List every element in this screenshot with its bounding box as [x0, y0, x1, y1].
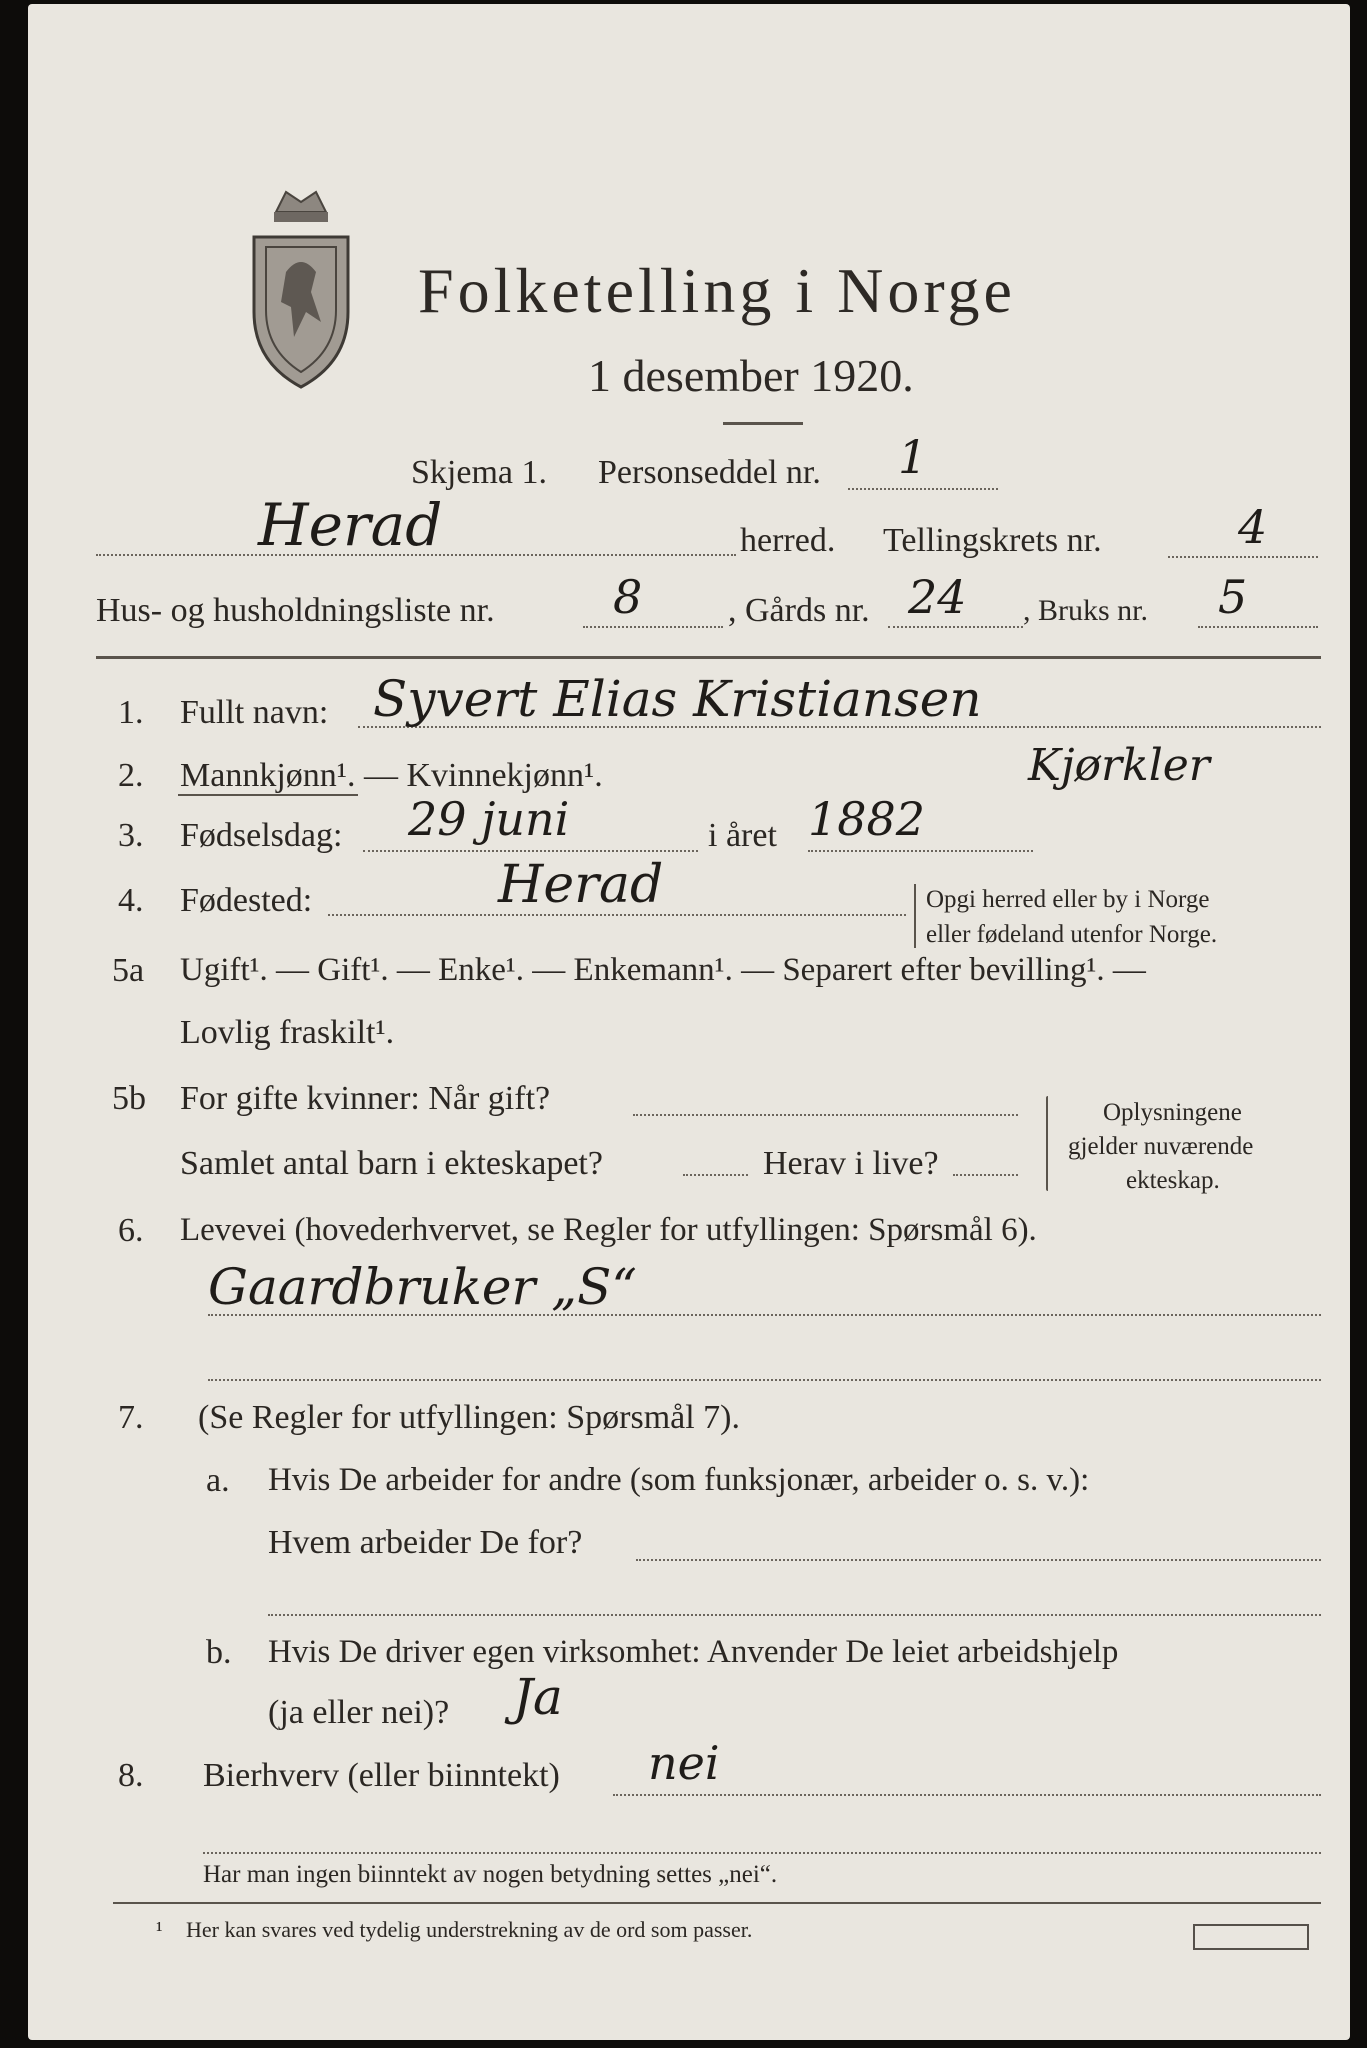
q8-number: 8.: [118, 1757, 144, 1794]
printer-stamp: [1193, 1924, 1309, 1950]
husholdning-label: Hus- og husholdningsliste nr.: [96, 592, 495, 629]
bruks-line: [1198, 626, 1318, 628]
personseddel-value[interactable]: 1: [898, 430, 928, 484]
q7b-letter: b.: [206, 1634, 232, 1671]
q5a-line2: Lovlig fraskilt¹.: [180, 1014, 395, 1051]
q8-label: Bierhverv (eller biinntekt): [203, 1757, 560, 1794]
q8-line1: [613, 1794, 1321, 1796]
q6-value[interactable]: Gaardbruker „S“: [208, 1258, 637, 1316]
footnote-text: Her kan svares ved tydelig understrekning av de ord som passer.: [186, 1917, 753, 1942]
herred-value[interactable]: Herad: [258, 491, 443, 559]
personseddel-label: Personseddel nr.: [598, 454, 821, 491]
q4-note-line1: Opgi herred eller by i Norge: [926, 886, 1210, 913]
q3-day-value[interactable]: 29 juni: [408, 792, 570, 846]
husholdning-value[interactable]: 8: [613, 570, 643, 624]
q2-extra-note[interactable]: Kjørkler: [1028, 740, 1210, 791]
footnote-mark: ¹: [156, 1917, 163, 1942]
q7b-line2: (ja eller nei)?: [268, 1694, 450, 1731]
q4-note-brace: [914, 884, 916, 948]
q7a-answer-line1: [636, 1559, 1321, 1561]
q5b-note-line1: Oplysningene: [1103, 1099, 1242, 1126]
q1-number: 1.: [118, 694, 144, 731]
q8-line2: [203, 1852, 1321, 1854]
q5b-note-brace: [1046, 1096, 1048, 1191]
herred-label: herred.: [740, 522, 836, 559]
skjema-label: Skjema 1.: [411, 454, 547, 491]
q2-label: Mannkjønn¹. — Kvinnekjønn¹.: [180, 757, 603, 794]
q7-label: (Se Regler for utfyllingen: Spørsmål 7).: [198, 1399, 741, 1436]
q4-label: Fødested:: [180, 882, 313, 919]
q3-year-line: [808, 850, 1033, 852]
q6-label: Levevei (hovederhvervet, se Regler for utfyllingen: Spørsmål 6).: [180, 1212, 1037, 1248]
husholdning-line: [583, 626, 723, 628]
q5b-note-line3: ekteskap.: [1126, 1167, 1220, 1194]
form-title: Folketelling i Norge: [418, 255, 1016, 326]
q6-number: 6.: [118, 1212, 144, 1249]
tellingskrets-line: [1168, 556, 1318, 558]
q7a-line1: Hvis De arbeider for andre (som funksjonær, arbeider o. s. v.):: [268, 1462, 1090, 1498]
census-form-page: [28, 4, 1350, 2040]
q5b-note-line2: gjelder nuværende: [1068, 1133, 1254, 1160]
coat-of-arms-icon: [246, 182, 356, 392]
q3-label: Fødselsdag:: [180, 817, 343, 854]
q5a-number: 5a: [112, 952, 145, 989]
q8-value[interactable]: nei: [648, 1736, 720, 1790]
footer-divider: [113, 1902, 1321, 1904]
q1-label: Fullt navn:: [180, 694, 329, 731]
q4-number: 4.: [118, 882, 144, 919]
q7a-line2: Hvem arbeider De for?: [268, 1524, 583, 1561]
q7b-line1: Hvis De driver egen virksomhet: Anvender De leiet arbeidshjelp: [268, 1634, 1119, 1670]
q3-day-line: [363, 850, 698, 852]
q3-year-label: i året: [708, 817, 777, 854]
q7a-letter: a.: [206, 1462, 230, 1499]
q7b-value[interactable]: Ja: [513, 1668, 563, 1726]
bruks-value[interactable]: 5: [1218, 570, 1248, 624]
tellingskrets-label: Tellingskrets nr.: [883, 522, 1102, 559]
q6-line2: [208, 1379, 1321, 1381]
gards-label: , Gårds nr.: [728, 592, 870, 629]
header-divider: [96, 656, 1321, 659]
q1-value[interactable]: Syvert Elias Kristiansen: [373, 670, 982, 728]
q3-number: 3.: [118, 817, 144, 854]
q4-note-line2: eller fødeland utenfor Norge.: [926, 921, 1218, 948]
title-divider: [723, 422, 803, 425]
q2-mannkjonn-underline: [178, 794, 358, 796]
q5b-nar-gift-line: [633, 1114, 1018, 1116]
q7-number: 7.: [118, 1399, 144, 1436]
q5b-live-line: [953, 1174, 1018, 1176]
q5b-line2b: Herav i live?: [763, 1145, 939, 1182]
q5b-barn-line: [683, 1174, 748, 1176]
q5a-line1: Ugift¹. — Gift¹. — Enke¹. — Enkemann¹. — Separert efter bevilling¹. —: [180, 952, 1146, 988]
q7a-answer-line2: [268, 1614, 1321, 1616]
gards-line: [888, 626, 1023, 628]
footer-note: Har man ingen biinntekt av nogen betydning settes „nei“.: [203, 1861, 778, 1888]
q4-value[interactable]: Herad: [498, 855, 664, 915]
q2-number: 2.: [118, 757, 144, 794]
q5b-line1: For gifte kvinner: Når gift?: [180, 1080, 551, 1117]
tellingskrets-value[interactable]: 4: [1238, 500, 1268, 554]
q3-year-value[interactable]: 1882: [808, 792, 926, 846]
q5b-number: 5b: [112, 1080, 146, 1117]
gards-value[interactable]: 24: [908, 570, 967, 624]
bruks-label: , Bruks nr.: [1023, 594, 1149, 627]
census-date: 1 desember 1920.: [588, 350, 914, 401]
q5b-line2a: Samlet antal barn i ekteskapet?: [180, 1145, 603, 1182]
personseddel-line: [848, 488, 998, 490]
